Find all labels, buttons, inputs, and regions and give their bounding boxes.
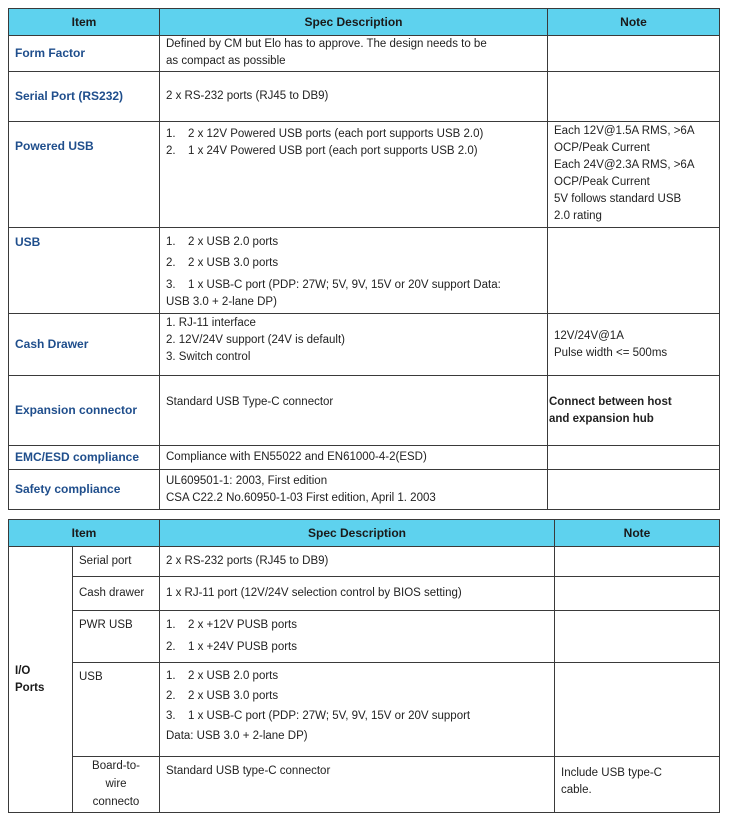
- row-label: Powered USB: [9, 122, 160, 228]
- spec-cell: [160, 470, 548, 510]
- spec-line: 2. 12V/24V support (24V is default): [166, 334, 345, 346]
- spec-line: 3. Switch control: [166, 351, 251, 363]
- table-row-powered-usb: [9, 122, 720, 228]
- list-item: 1. 2 x USB 2.0 ports: [166, 236, 279, 248]
- note-cell: [555, 577, 720, 611]
- header-spec-description: Spec Description: [160, 520, 555, 547]
- row-label: USB: [73, 663, 160, 757]
- list-item: 2. 1 x +24V PUSB ports: [166, 641, 297, 653]
- spec-cell: [160, 314, 548, 376]
- list-item-continuation: USB 3.0 + 2-lane DP): [166, 296, 277, 308]
- note-cell: [555, 663, 720, 757]
- row-label: Safety compliance: [9, 470, 160, 510]
- spec-line: 1. RJ-11 interface: [166, 317, 256, 329]
- note-line: cable.: [561, 784, 592, 796]
- list-item: 1. 2 x 12V Powered USB ports (each port supports USB 2.0): [166, 128, 484, 140]
- row-label: PWR USB: [73, 611, 160, 663]
- note-cell: [548, 36, 720, 72]
- table-header-row: [9, 520, 720, 547]
- spec-table-main: [8, 8, 720, 510]
- list-item: 3. 1 x USB-C port (PDP: 27W; 5V, 9V, 15V or 20V support: [166, 710, 471, 722]
- note-line: and expansion hub: [549, 413, 654, 425]
- spec-line: Defined by CM but Elo has to approve. The design needs to be: [166, 38, 487, 50]
- note-line: 2.0 rating: [554, 210, 602, 222]
- row-label: USB: [9, 228, 160, 314]
- spec-cell: 2 x RS-232 ports (RJ45 to DB9): [160, 547, 555, 577]
- header-note: Note: [548, 9, 720, 36]
- table-row-board-to-wire: [9, 757, 720, 813]
- table-row-form-factor: [9, 36, 720, 72]
- label-line: wire: [105, 778, 127, 790]
- table-row-pwr-usb: [9, 611, 720, 663]
- list-item: 1. 2 x USB 2.0 ports: [166, 670, 279, 682]
- header-item: Item: [9, 9, 160, 36]
- spec-cell: [160, 663, 555, 757]
- spec-line: CSA C22.2 No.60950-1-03 First edition, April 1. 2003: [166, 491, 436, 504]
- note-line: 12V/24V@1A: [554, 329, 624, 342]
- table-row-expansion-connector: [9, 376, 720, 446]
- spec-cell: 1 x RJ-11 port (12V/24V selection control by BIOS setting): [160, 577, 555, 611]
- spec-line: UL609501-1: 2003, First edition: [166, 474, 328, 487]
- io-ports-table: [8, 519, 720, 813]
- spec-cell: Compliance with EN55022 and EN61000-4-2(ESD): [160, 446, 548, 470]
- table-row-usb: [9, 663, 720, 757]
- group-label-line: Ports: [15, 681, 45, 694]
- note-cell: [555, 757, 720, 813]
- note-cell: [548, 228, 720, 314]
- note-line: Each 12V@1.5A RMS, >6A: [554, 125, 695, 137]
- spec-cell: Standard USB Type-C connector: [160, 376, 548, 446]
- row-label: Form Factor: [9, 36, 160, 72]
- list-item: 3. 1 x USB-C port (PDP: 27W; 5V, 9V, 15V or 20V support Data:: [166, 279, 501, 291]
- note-line: Connect between host: [549, 396, 672, 408]
- spec-cell: [160, 122, 548, 228]
- table-row-cash-drawer: [9, 314, 720, 376]
- label-line: connecto: [92, 796, 140, 808]
- table-row-serial-port: [9, 547, 720, 577]
- header-item: Item: [9, 520, 160, 547]
- note-cell: [548, 72, 720, 122]
- note-cell: [548, 470, 720, 510]
- table-row-serial-port: [9, 72, 720, 122]
- io-ports-group-label: [9, 547, 73, 813]
- row-label: Cash Drawer: [9, 314, 160, 376]
- spec-cell: [160, 611, 555, 663]
- list-item: 2. 2 x USB 3.0 ports: [166, 690, 279, 702]
- note-line: Each 24V@2.3A RMS, >6A: [554, 159, 695, 171]
- note-cell: [548, 122, 720, 228]
- note-line: 5V follows standard USB: [554, 193, 682, 205]
- table-row-cash-drawer: [9, 577, 720, 611]
- spec-cell: 2 x RS-232 ports (RJ45 to DB9): [160, 72, 548, 122]
- header-spec-description: Spec Description: [160, 9, 548, 36]
- row-label: EMC/ESD compliance: [9, 446, 160, 470]
- spec-cell: [160, 228, 548, 314]
- list-item-continuation: Data: USB 3.0 + 2-lane DP): [166, 730, 308, 742]
- note-line: OCP/Peak Current: [554, 176, 650, 188]
- row-label: Serial port: [73, 547, 160, 577]
- note-line: OCP/Peak Current: [554, 142, 650, 154]
- group-label-line: I/O: [15, 664, 31, 677]
- list-item: 1. 2 x +12V PUSB ports: [166, 619, 297, 631]
- note-cell: [555, 611, 720, 663]
- table-row-emc-esd: [9, 446, 720, 470]
- row-label: Expansion connector: [9, 376, 160, 446]
- list-item: 2. 1 x 24V Powered USB port (each port supports USB 2.0): [166, 145, 478, 157]
- header-note: Note: [555, 520, 720, 547]
- spec-line: as compact as possible: [166, 55, 286, 67]
- note-cell: [548, 446, 720, 470]
- note-cell: [548, 376, 720, 446]
- spec-cell: [160, 36, 548, 72]
- table-row-safety: [9, 470, 720, 510]
- row-label: Serial Port (RS232): [9, 72, 160, 122]
- row-label: [73, 757, 160, 813]
- spec-cell: Standard USB type-C connector: [160, 757, 555, 813]
- note-line: Include USB type-C: [561, 767, 662, 779]
- table-row-usb: [9, 228, 720, 314]
- label-line: Board-to-: [92, 760, 140, 772]
- note-cell: [555, 547, 720, 577]
- note-cell: [548, 314, 720, 376]
- list-item: 2. 2 x USB 3.0 ports: [166, 257, 279, 269]
- table-header-row: [9, 9, 720, 36]
- note-line: Pulse width <= 500ms: [554, 346, 668, 359]
- row-label: Cash drawer: [73, 577, 160, 611]
